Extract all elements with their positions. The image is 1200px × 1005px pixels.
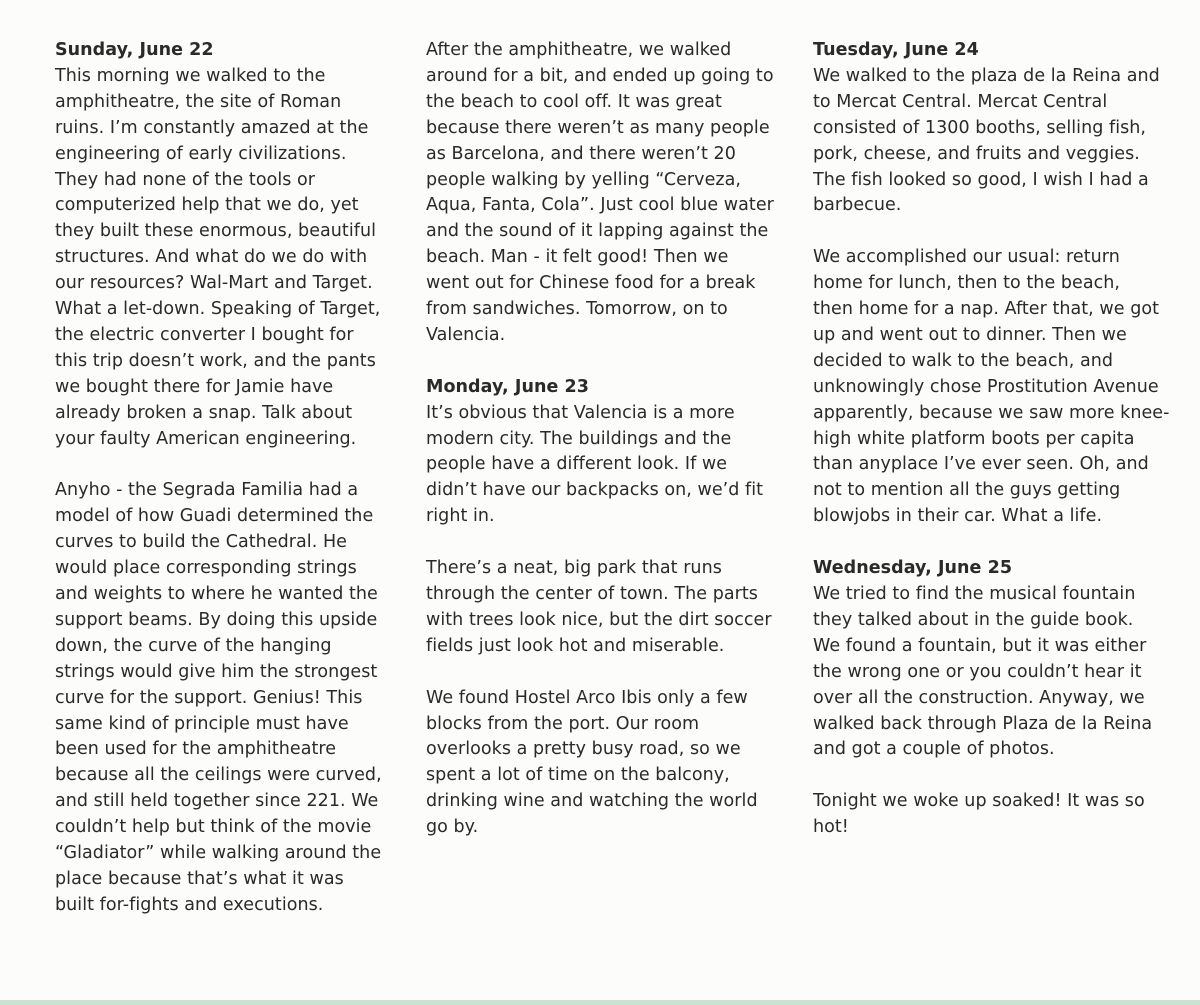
text-line: because there weren’t as many people <box>426 117 770 138</box>
text-line: our resources? Wal-Mart and Target. <box>55 273 373 294</box>
text-line: There’s a neat, big park that runs <box>426 558 722 579</box>
text-line: built for-fights and executions. <box>55 894 324 915</box>
text-line: we bought there for Jamie have <box>55 376 334 397</box>
text-line: decided to walk to the beach, and <box>813 350 1114 371</box>
text-line: structures. And what do we do with <box>55 247 368 268</box>
text-line: from sandwiches. Tomorrow, on to <box>426 299 728 320</box>
text-line: home for lunch, then to the beach, <box>813 273 1121 294</box>
text-line: through the center of town. The parts <box>426 584 758 604</box>
text-line: than anyplace I’ve ever seen. Oh, and <box>813 454 1149 475</box>
text-line: engineering of early civilizations. <box>55 143 347 164</box>
column-3 <box>813 38 1183 841</box>
text-line: spent a lot of time on the balcony, <box>426 765 730 786</box>
entry-paragraph <box>55 478 395 918</box>
entry-paragraph <box>426 686 791 841</box>
text-line: right in. <box>426 506 495 527</box>
text-line: didn’t have our backpacks on, we’d fit <box>426 480 764 501</box>
text-line: your faulty American engineering. <box>55 428 357 449</box>
journal-entry <box>426 375 791 841</box>
journal-entry <box>426 38 791 349</box>
text-line: high white platform boots per capita <box>813 428 1135 449</box>
text-line: the electric converter I bought for <box>55 324 354 345</box>
entry-paragraph <box>426 38 791 349</box>
entry-paragraph <box>813 64 1183 219</box>
text-line: walked back through Plaza de la Reina <box>813 713 1153 734</box>
text-line: This morning we walked to the <box>55 65 326 86</box>
text-line: We accomplished our usual: return <box>813 247 1120 268</box>
column-2 <box>426 38 791 841</box>
text-line: they built these enormous, beautiful <box>55 221 377 242</box>
text-line: the beach to cool off. It was great <box>426 91 722 112</box>
text-line: curve for the support. Genius! This <box>55 687 363 708</box>
text-line: pork, cheese, and fruits and veggies. <box>813 143 1140 164</box>
entry-date-heading: Monday, June 23 <box>426 376 589 397</box>
text-line: beach. Man - it felt good! Then we <box>426 247 729 268</box>
text-line: We walked to the plaza de la Reina and <box>813 65 1160 86</box>
text-line: couldn’t help but think of the movie <box>55 817 372 838</box>
text-line: We tried to find the musical fountain <box>813 584 1136 604</box>
text-line: went out for Chinese food for a break <box>426 273 756 294</box>
entry-paragraph <box>426 556 791 660</box>
text-line: overlooks a pretty busy road, so we <box>426 739 741 760</box>
text-line: hot! <box>813 817 849 838</box>
text-line: The fish looked so good, I wish I had a <box>813 169 1149 190</box>
text-line: with trees look nice, but the dirt soccer <box>426 609 772 630</box>
text-line: and the sound of it lapping against the <box>426 221 769 242</box>
text-line: We found a fountain, but it was either <box>813 635 1147 656</box>
text-line: Anyho - the Segrada Familia had a <box>55 480 359 501</box>
entry-paragraph <box>813 582 1183 763</box>
page-edge <box>0 1000 1200 1005</box>
text-line: this trip doesn’t work, and the pants <box>55 350 376 371</box>
text-line: people have a different look. If we <box>426 454 728 475</box>
text-line: barbecue. <box>813 195 902 216</box>
journal-entry <box>813 38 1183 530</box>
text-line: over all the construction. Anyway, we <box>813 687 1145 708</box>
text-line: Aqua, Fanta, Cola”. Just cool blue water <box>426 195 774 216</box>
text-line: modern city. The buildings and the <box>426 428 732 449</box>
text-line: We found Hostel Arco Ibis only a few <box>426 687 748 708</box>
text-line: and still held together since 221. We <box>55 791 379 812</box>
text-line: They had none of the tools or <box>55 169 316 190</box>
text-line: After the amphitheatre, we walked <box>426 40 732 60</box>
text-line: would place corresponding strings <box>55 558 357 579</box>
entry-paragraph <box>813 789 1183 841</box>
text-line: then home for a nap. After that, we got <box>813 299 1160 320</box>
text-line: consisted of 1300 booths, selling fish, <box>813 117 1147 138</box>
text-line: Valencia. <box>426 324 506 345</box>
text-line: support beams. By doing this upside <box>55 609 378 630</box>
text-line: strings would give him the strongest <box>55 661 378 682</box>
text-line: because all the ceilings were curved, <box>55 765 382 786</box>
text-line: not to mention all the guys getting <box>813 480 1121 501</box>
text-line: already broken a snap. Talk about <box>55 402 353 423</box>
text-line: ruins. I’m constantly amazed at the <box>55 117 369 138</box>
text-line: unknowingly chose Prostitution Avenue <box>813 376 1159 397</box>
text-line: blocks from the port. Our room <box>426 713 700 734</box>
text-line: and weights to where he wanted the <box>55 584 378 605</box>
text-line: around for a bit, and ended up going to <box>426 65 774 86</box>
entry-date-heading: Sunday, June 22 <box>55 40 214 60</box>
journal-entry <box>813 556 1183 841</box>
entry-date-heading: Wednesday, June 25 <box>813 558 1013 579</box>
text-line: same kind of principle must have <box>55 713 349 734</box>
text-line: It’s obvious that Valencia is a more <box>426 402 735 423</box>
text-line: drinking wine and watching the world <box>426 791 758 812</box>
text-line: amphitheatre, the site of Roman <box>55 91 342 112</box>
text-line: been used for the amphitheatre <box>55 739 337 760</box>
text-line: fields just look hot and miserable. <box>426 635 725 656</box>
text-line: they talked about in the guide book. <box>813 609 1134 630</box>
text-line: to Mercat Central. Mercat Central <box>813 91 1108 112</box>
entry-paragraph <box>426 401 791 531</box>
text-line: computerized help that we do, yet <box>55 195 359 216</box>
text-line: the wrong one or you couldn’t hear it <box>813 661 1142 682</box>
text-line: curves to build the Cathedral. He <box>55 532 347 553</box>
text-line: Tonight we woke up soaked! It was so <box>813 791 1145 812</box>
text-line: go by. <box>426 817 479 838</box>
text-line: apparently, because we saw more knee- <box>813 402 1170 423</box>
text-line: blowjobs in their car. What a life. <box>813 506 1103 527</box>
text-line: place because that’s what it was <box>55 868 344 889</box>
entry-paragraph <box>55 64 395 453</box>
text-line: down, the curve of the hanging <box>55 635 332 656</box>
text-line: up and went out to dinner. Then we <box>813 324 1127 345</box>
text-line: and got a couple of photos. <box>813 739 1055 760</box>
text-line: “Gladiator” while walking around the <box>55 843 382 864</box>
text-line: as Barcelona, and there weren’t 20 <box>426 143 736 164</box>
entry-date-heading: Tuesday, June 24 <box>813 40 979 60</box>
column-1 <box>55 38 395 919</box>
text-line: model of how Guadi determined the <box>55 506 374 527</box>
text-line: people walking by yelling “Cerveza, <box>426 169 742 190</box>
journal-entry <box>55 38 395 919</box>
text-line: What a let-down. Speaking of Target, <box>55 299 381 320</box>
entry-paragraph <box>813 245 1183 530</box>
